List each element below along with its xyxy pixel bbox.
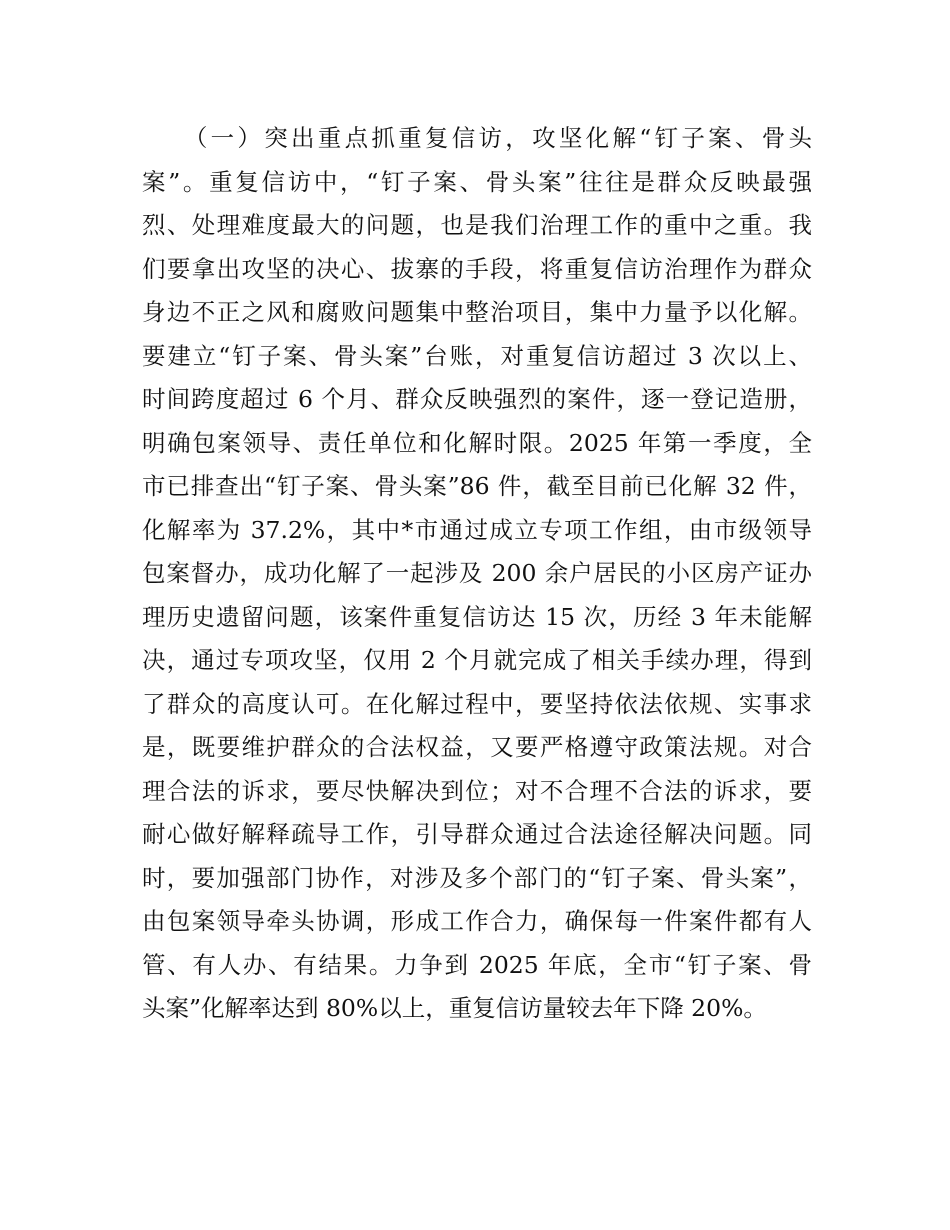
text-line: 要建立“钉子案、骨头案”台账，对重复信访超过 3 次以上、 [142, 341, 812, 370]
text-line: 时间跨度超过 6 个月、群众反映强烈的案件，逐一登记造册， [142, 385, 812, 413]
text-line: 管、有人办、有结果。力争到 2025 年底，全市“钉子案、骨 [142, 950, 812, 979]
text-line: 由包案领导牵头协调，形成工作合力，确保每一件案件都有人 [142, 907, 812, 935]
text-line: 耐心做好解释疏导工作，引导群众通过合法途径解决问题。同 [142, 820, 812, 848]
text-line: 明确包案领导、责任单位和化解时限。2025 年第一季度，全 [142, 428, 812, 457]
text-line: 理合法的诉求，要尽快解决到位；对不合理不合法的诉求，要 [142, 776, 812, 805]
text-line: 理历史遗留问题，该案件重复信访达 15 次，历经 3 年未能解 [142, 602, 812, 631]
text-line: 市已排查出“钉子案、骨头案”86 件，截至目前已化解 32 件， [142, 472, 812, 500]
text-line: 们要拿出攻坚的决心、拔寨的手段，将重复信访治理作为群众 [142, 254, 812, 283]
text-line: 烈、处理难度最大的问题，也是我们治理工作的重中之重。我 [142, 211, 812, 239]
text-line: 包案督办，成功化解了一起涉及 200 余户居民的小区房产证办 [142, 559, 812, 587]
text-line: 了群众的高度认可。在化解过程中，要坚持依法依规、实事求 [142, 689, 812, 718]
text-line: 头案”化解率达到 80%以上，重复信访量较去年下降 20%。 [142, 994, 767, 1022]
text-line: 决，通过专项攻坚，仅用 2 个月就完成了相关手续办理，得到 [142, 646, 812, 674]
text-line: 是，既要维护群众的合法权益，又要严格遵守政策法规。对合 [142, 733, 812, 761]
text-line: 化解率为 37.2%，其中*市通过成立专项工作组，由市级领导 [142, 515, 812, 544]
text-line: 时，要加强部门协作，对涉及多个部门的“钉子案、骨头案”， [142, 863, 812, 892]
text-line: 身边不正之风和腐败问题集中整治项目，集中力量予以化解。 [142, 298, 812, 326]
text-line: 案”。重复信访中，“钉子案、骨头案”往往是群众反映最强 [142, 167, 812, 196]
text-line: （一）突出重点抓重复信访，攻坚化解“钉子案、骨头 [142, 124, 812, 152]
body-paragraph [142, 117, 812, 1031]
